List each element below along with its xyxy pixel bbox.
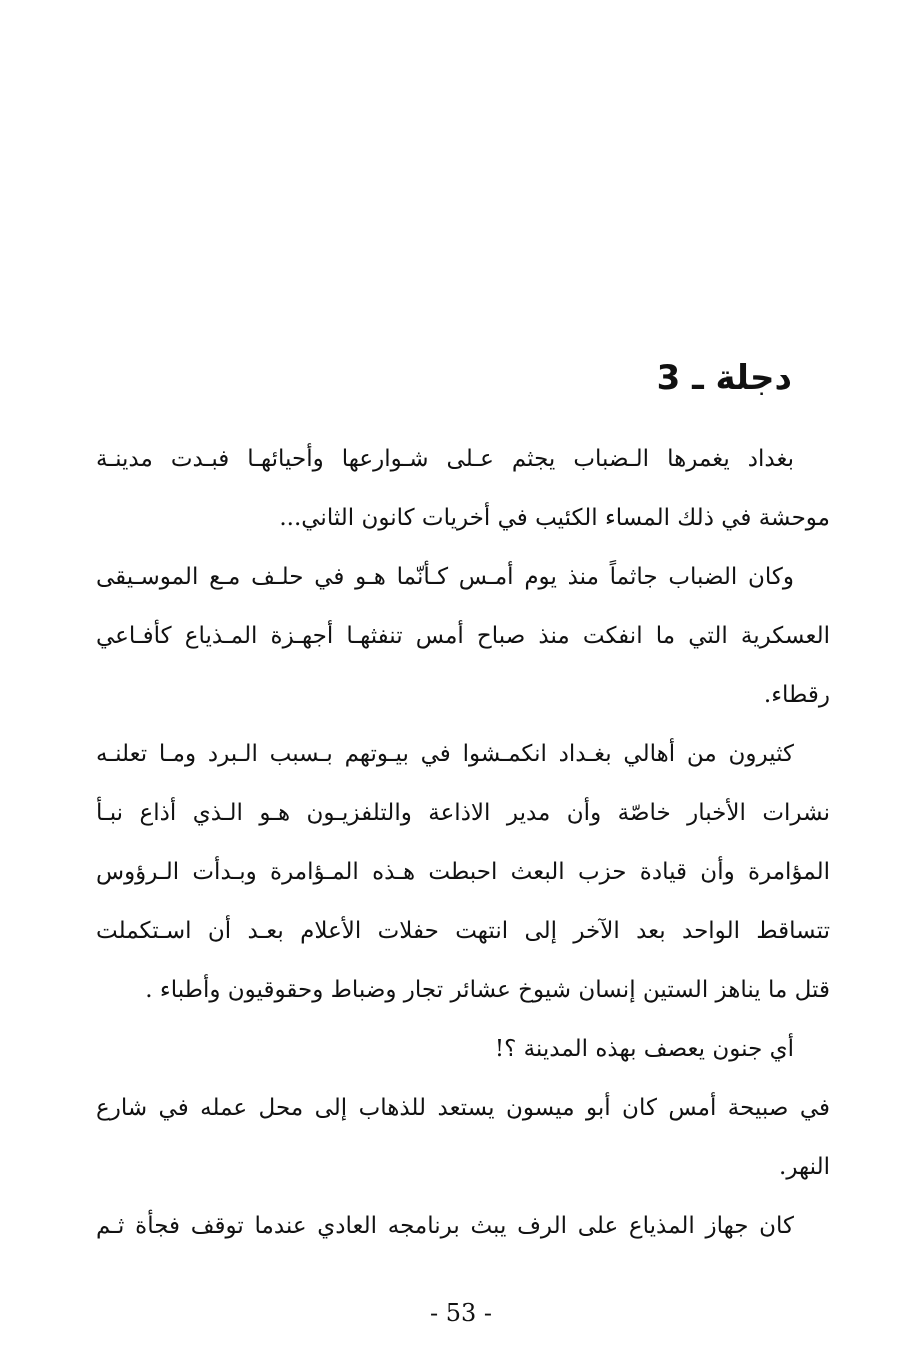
text-line-13: النهر. — [779, 1154, 830, 1180]
text-line-10: قتل ما يناهز الستين إنسان شيوخ عشائر تجار وضباط وحقوقيون وأطباء . — [145, 977, 830, 1003]
text-line-14: كان جهاز المذياع على الرف يبث برنامجه العادي عندما توقف فجأة ثـم — [96, 1213, 794, 1239]
page-number: - 53 - — [429, 1299, 492, 1327]
body-text — [96, 430, 830, 1256]
text-line-3: وكان الضباب جاثماً منذ يوم أمـس كـأنّما هـو في حلـف مـع الموسـيقى — [96, 564, 794, 590]
chapter-title: دجلة ـ 3 — [656, 358, 792, 398]
text-line-7: نشرات الأخبار خاصّة وأن مدير الاذاعة والتلفزيـون هـو الـذي أذاع نبـأ — [96, 800, 830, 826]
text-line-6: كثيرون من أهالي بغـداد انكمـشوا في بيـوتهم بـسبب الـبرد ومـا تعلنـه — [96, 741, 795, 767]
text-line-12: في صبيحة أمس كان أبو ميسون يستعد للذهاب إلى محل عمله في شارع — [96, 1095, 830, 1121]
text-line-4: العسكرية التي ما انفكت منذ صباح أمس تنفثهـا أجهـزة المـذياع كأفـاعي — [96, 623, 830, 649]
text-line-11: أي جنون يعصف بهذه المدينة ؟! — [494, 1036, 794, 1062]
text-line-5: رقطاء. — [763, 682, 830, 708]
text-line-8: المؤامرة وأن قيادة حزب البعث احبطت هـذه المـؤامرة وبـدأت الـرؤوس — [96, 859, 830, 885]
text-line-2: موحشة في ذلك المساء الكئيب في أخريات كانون الثاني... — [279, 505, 830, 531]
text-line-9: تتساقط الواحد بعد الآخر إلى انتهت حفلات الأعلام بعـد أن اسـتكملت — [96, 918, 830, 944]
text-line-1: بغداد يغمرها الـضباب يجثم عـلى شـوارعها وأحيائهـا فبـدت مدينـة — [96, 446, 794, 472]
